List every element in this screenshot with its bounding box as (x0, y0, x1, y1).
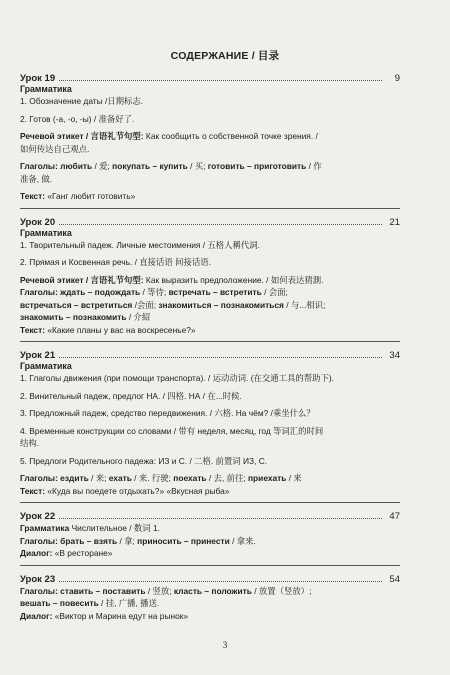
grammar-item: 2. Готов (-а, -о, -ы) / 准备好了. (20, 113, 135, 124)
grammar-item-cont: 结构. (20, 438, 40, 448)
lesson-20 (20, 216, 400, 343)
verbs-line: Глаголы: ставить – поставить / 竖放; класть – положить / 放置（竖放）; (20, 585, 312, 596)
verbs-line: вешать – повесить / 挂, 广播, 播送. (20, 598, 160, 608)
grammar-item: 1. Творительный падеж. Личные местоимения / 五格人稱代詞. (20, 239, 260, 250)
speech-etiquette: Речевой этикет / 言语礼节句型: Как сообщить о собственной точке зрения. / (20, 131, 318, 141)
leader-dots (59, 573, 382, 582)
divider (20, 565, 400, 566)
grammar-item: 1. Обозначение даты /日期标志. (20, 96, 144, 106)
verbs-line-cont: 准备, 做. (20, 173, 53, 184)
lesson-page-number: 34 (389, 350, 400, 361)
grammar-item: 2. Винительный падеж, предлог НА. / 四格. НА / 在...时候. (20, 390, 242, 401)
lesson-21 (20, 349, 400, 503)
lesson-page-number: 9 (394, 73, 400, 84)
page-number: 3 (222, 640, 228, 650)
verbs-line: знакомить – познакомить / 介紹 (20, 312, 151, 322)
text-line: Текст: «Ганг любит готовить» (20, 191, 136, 201)
lesson-page-number: 54 (389, 573, 400, 585)
lesson-23 (20, 573, 400, 623)
lesson-header (20, 510, 400, 522)
lesson-page-number: 47 (389, 511, 400, 522)
verbs-line: Глаголы: брать – взять / 拿; приносить – принести / 拿来. (20, 535, 256, 546)
leader-dots (59, 72, 382, 81)
grammar-heading: Грамматика (20, 84, 72, 94)
leader-dots (59, 510, 382, 519)
dialog-line: Диалог: «В ресторане» (20, 548, 113, 558)
lesson-header (20, 573, 400, 585)
lesson-header (20, 216, 400, 228)
divider (20, 502, 400, 503)
grammar-item: 1. Глаголы движения (при помощи транспорта). / 运动动词. (在交通工具的帮助下). (20, 373, 334, 383)
lesson-header (20, 349, 400, 361)
dialog-line: Диалог: «Виктор и Марина едут на рынок» (20, 610, 189, 621)
lesson-title: Урок 20 (20, 216, 56, 228)
speech-etiquette: Речевой этикет / 言语礼节句型: Как выразить предположение. / 如何表达猜測. (20, 274, 324, 285)
lesson-title: Урок 23 (20, 573, 56, 585)
divider (20, 341, 400, 342)
grammar-item: 5. Предлоги Родительного падежа: ИЗ и С. / 二格. 前置词 ИЗ, С. (20, 455, 268, 466)
grammar-item: 2. Прямая и Косвенная речь. / 直接话语 间接话语. (20, 257, 211, 267)
grammar-heading: Грамматика (20, 227, 72, 238)
lesson-title: Урок 22 (20, 511, 56, 522)
divider (20, 208, 400, 209)
verbs-line: Глаголы: ждать – подождать / 等待; встречать – встретить / 会面; (20, 287, 288, 297)
grammar-item: 3. Предложный падеж, средство передвижения. / 六格. На чём? /乘坐什么？ (20, 408, 315, 418)
grammar-line: Грамматика Числительное / 数词 1. (20, 523, 160, 533)
lesson-title: Урок 21 (20, 350, 56, 361)
lesson-19 (20, 72, 400, 209)
leader-dots (59, 349, 382, 358)
text-line: Текст: «Какие планы у вас на воскресенье?» (20, 324, 196, 335)
text-line: Текст: «Куда вы поедете отдыхать?» «Вкусная рыба» (20, 485, 230, 496)
verbs-line: встречаться – встретиться /会面; знакомиться – познакомиться / 与...相识; (20, 299, 326, 310)
verbs-line: Глаголы: ездить / 来; ехать / 来. 行驶; поехать / 去, 前往; приехать / 来 (20, 473, 302, 483)
leader-dots (59, 216, 382, 225)
grammar-item: 4. Временные конструкции со словами / 带有 неделя, месяц, год 等词汇的时间 (20, 425, 324, 436)
page-title: СОДЕРЖАНИЕ / 目录 (170, 50, 280, 62)
verbs-line: Глаголы: любить / 爱; покупать – купить / 买; готовить – приготовить / 作 (20, 161, 322, 171)
lesson-22 (20, 510, 400, 566)
speech-etiquette-cont: 如何传达自己观点. (20, 143, 90, 154)
grammar-heading: Грамматика (20, 361, 72, 371)
lesson-title: Урок 19 (20, 73, 56, 84)
lesson-page-number: 21 (389, 216, 400, 228)
table-of-contents (20, 72, 400, 629)
lesson-header (20, 72, 400, 84)
